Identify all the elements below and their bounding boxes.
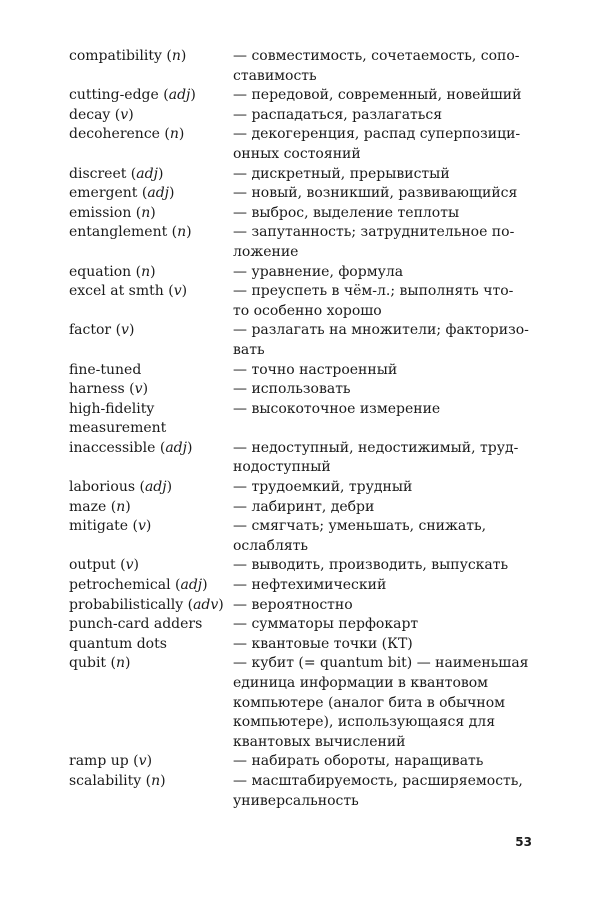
glossary-entry [0, 223, 600, 262]
glossary-definition: — сумматоры перфокарт [233, 616, 419, 633]
glossary-definition: — новый, возникший, развивающийся [233, 185, 518, 202]
term-word: factor [69, 322, 112, 339]
glossary-definition: — вероятностно [233, 596, 353, 613]
glossary-entry [0, 361, 600, 381]
term-word: scalability [69, 772, 142, 789]
term-word: output [69, 557, 116, 574]
part-of-speech: adj [180, 577, 203, 594]
glossary-definition: — передовой, современный, новейший [233, 87, 522, 104]
glossary-entry [0, 184, 600, 204]
glossary-entry [0, 517, 600, 556]
glossary-term: decay (v) [69, 106, 134, 123]
glossary-definition: — трудоемкий, трудный [233, 479, 413, 496]
term-word: high-fidelity measurement [69, 400, 167, 437]
glossary-entry [0, 400, 600, 439]
glossary-term: petrochemical (adj) [69, 577, 208, 594]
glossary-entry [0, 635, 600, 655]
glossary-entry [0, 752, 600, 772]
glossary-term: probabilistically (adv) [69, 596, 224, 613]
term-word: probabilistically [69, 596, 184, 613]
term-word: entanglement [69, 224, 168, 241]
part-of-speech: n [141, 204, 151, 221]
part-of-speech: adj [136, 165, 158, 182]
glossary-definition: — масштабируемость, расширяемость, универсальность [233, 772, 523, 809]
term-word: fine-tuned [69, 361, 142, 378]
glossary-term: factor (v) [69, 322, 135, 339]
glossary-entry [0, 86, 600, 106]
glossary-term [0, 615, 233, 635]
term-word: emergent [69, 185, 138, 202]
glossary-term: emergent (adj) [69, 185, 175, 202]
glossary-definition: — высокоточное измерение [233, 400, 441, 417]
glossary-term: harness (v) [69, 381, 149, 398]
glossary-definition: — кубит (= quantum bit) — наименьшая единица информации в квантовом компьютере (аналог бита в обычном компьютере), использующаяся для квантовых вычислений [233, 655, 529, 750]
term-word: petrochemical [69, 577, 171, 594]
glossary-definition: — нефтехимический [233, 577, 387, 594]
glossary-entry [0, 556, 600, 576]
glossary-term: discreet (adj) [69, 165, 164, 182]
term-word: punch-card adders [69, 616, 203, 633]
part-of-speech: n [141, 263, 151, 280]
glossary-entry [0, 282, 600, 321]
glossary-entry [0, 654, 600, 752]
glossary-definition: — смягчать; уменьшать, снижать, ослаблять [233, 518, 487, 554]
glossary-term: qubit (n) [69, 655, 131, 672]
part-of-speech: adj [147, 185, 170, 202]
term-word: quantum dots [69, 635, 167, 652]
glossary-entry [0, 478, 600, 498]
glossary-term: mitigate (v) [69, 518, 152, 535]
glossary-entry [0, 47, 600, 86]
glossary-term [0, 361, 233, 381]
glossary-term [0, 635, 233, 655]
glossary-definition: — запутанность; затруднительное по- ложение [233, 224, 515, 260]
part-of-speech: v [125, 557, 134, 574]
term-word: maze [69, 498, 107, 515]
part-of-speech: v [138, 518, 146, 535]
glossary-term: scalability (n) [69, 772, 166, 789]
glossary-definition: — распадаться, разлагаться [233, 106, 443, 123]
glossary-definition: — набирать обороты, наращивать [233, 753, 484, 770]
glossary-list [0, 47, 600, 811]
term-word: compatibility [69, 48, 162, 64]
part-of-speech: n [169, 126, 179, 143]
term-word: equation [69, 263, 132, 280]
glossary-definition: — разлагать на множители; факторизо- вать [233, 322, 529, 358]
term-word: harness [69, 381, 125, 398]
glossary-definition: — преуспеть в чём-л.; выполнять что- то особенно хорошо [233, 283, 514, 319]
part-of-speech: v [138, 753, 147, 770]
term-word: discreet [69, 165, 127, 182]
part-of-speech: n [171, 48, 181, 64]
glossary-term: excel at smth (v) [69, 283, 188, 300]
glossary-entry [0, 321, 600, 360]
glossary-term: cutting-edge (adj) [69, 87, 196, 104]
glossary-definition: — дискретный, прерывистый [233, 165, 450, 182]
glossary-term: compatibility (n) [69, 48, 187, 64]
term-word: qubit [69, 655, 107, 672]
part-of-speech: n [177, 224, 187, 241]
page-number: 53 [515, 835, 532, 849]
glossary-entry [0, 263, 600, 283]
glossary-term: maze (n) [69, 498, 131, 515]
term-word: inaccessible [69, 439, 156, 456]
part-of-speech: v [134, 381, 143, 398]
glossary-definition: — квантовые точки (КТ) [233, 635, 413, 652]
glossary-entry [0, 125, 600, 164]
part-of-speech: v [173, 283, 182, 300]
glossary-term: decoherence (n) [69, 126, 185, 143]
part-of-speech: adj [144, 479, 167, 496]
glossary-entry [0, 615, 600, 635]
part-of-speech: n [116, 498, 126, 515]
term-word: decoherence [69, 126, 160, 143]
glossary-entry [0, 439, 600, 478]
glossary-term: ramp up (v) [69, 753, 153, 770]
part-of-speech: n [115, 655, 125, 672]
glossary-term: entanglement (n) [69, 224, 192, 241]
term-word: cutting-edge [69, 87, 159, 104]
glossary-term: laborious (adj) [69, 479, 173, 496]
glossary-entry [0, 498, 600, 518]
glossary-entry [0, 576, 600, 596]
glossary-term: emission (n) [69, 204, 156, 221]
glossary-term: inaccessible (adj) [69, 439, 193, 456]
term-word: decay [69, 106, 111, 123]
glossary-entry [0, 772, 600, 811]
glossary-definition: — недоступный, недостижимый, труд- нодоступный [233, 439, 519, 476]
term-word: ramp up [69, 753, 129, 770]
glossary-entry [0, 204, 600, 224]
part-of-speech: n [151, 772, 161, 789]
glossary-entry [0, 380, 600, 400]
glossary-entry [0, 106, 600, 126]
glossary-term: equation (n) [69, 263, 156, 280]
part-of-speech: v [121, 322, 129, 339]
term-word: emission [69, 204, 132, 221]
part-of-speech: adj [165, 439, 187, 456]
glossary-definition: — использовать [233, 381, 351, 398]
part-of-speech: v [120, 106, 129, 123]
part-of-speech: adv [193, 596, 219, 613]
term-word: mitigate [69, 518, 129, 535]
glossary-definition: — уравнение, формула [233, 263, 404, 280]
glossary-definition: — декогеренция, распад суперпозици- онных состояний [233, 126, 521, 162]
glossary-definition: — выводить, производить, выпускать [233, 557, 509, 574]
glossary-term [0, 400, 233, 439]
glossary-definition: — лабиринт, дебри [233, 498, 375, 515]
glossary-definition: — точно настроенный [233, 361, 398, 378]
glossary-definition: — выброс, выделение теплоты [233, 204, 460, 221]
glossary-definition: — совместимость, сочетаемость, сопо- ставимость [233, 48, 520, 84]
glossary-entry [0, 596, 600, 616]
term-word: excel at smth [69, 283, 164, 300]
glossary-entry [0, 165, 600, 185]
part-of-speech: adj [168, 87, 191, 104]
glossary-term: output (v) [69, 557, 139, 574]
term-word: laborious [69, 479, 136, 496]
